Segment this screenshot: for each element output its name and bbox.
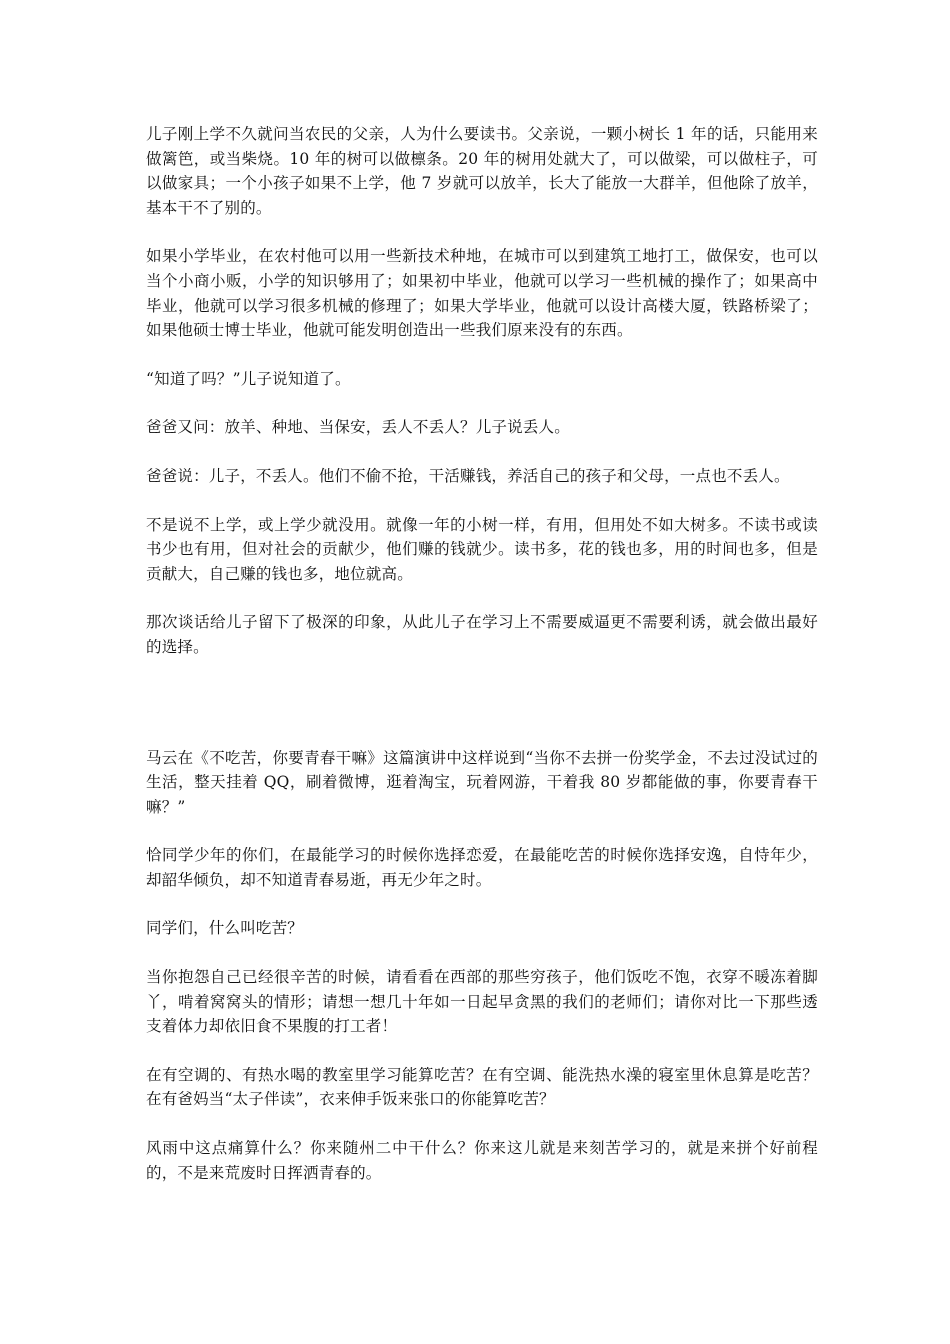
paragraph: 当你抱怨自己已经很辛苦的时候，请看看在西部的那些穷孩子，他们饭吃不饱，衣穿不暖冻着脚丫，啃着窝窝头的情形；请想一想几十年如一日起早贪黑的我们的老师们；请你对比一下那些透支着体力却依旧食不果腹的打工者！ <box>146 968 818 1036</box>
paragraph: 爸爸又问：放羊、种地、当保安，丢人不丢人？儿子说丢人。 <box>146 418 570 437</box>
paragraph: “知道了吗？”儿子说知道了。 <box>146 369 351 388</box>
paragraph: 风雨中这点痛算什么？你来随州二中干什么？你来这儿就是来刻苦学习的，就是来拼个好前程的，不是来荒废时日挥洒青春的。 <box>146 1139 818 1182</box>
paragraph: 在有空调的、有热水喝的教室里学习能算吃苦？在有空调、能洗热水澡的寝室里休息算是吃苦？在有爸妈当“太子伴读”，衣来伸手饭来张口的你能算吃苦？ <box>146 1065 818 1109</box>
paragraph: 恰同学少年的你们，在最能学习的时候你选择恋爱，在最能吃苦的时候你选择安逸，自恃年少，却韶华倾负，却不知道青春易逝，再无少年之时。 <box>146 846 818 889</box>
paragraph: 儿子刚上学不久就问当农民的父亲，人为什么要读书。父亲说，一颗小树长 1 年的话，只能用来做篱笆，或当柴烧。10 年的树可以做檩条。20 年的树用处就大了，可以做梁，可以做柱子，可以做家具；一个小孩子如果不上学，他 7 岁就可以放羊，长大了能放一大群羊，但他除了放羊，基本干不了别的。 <box>146 125 818 217</box>
paragraph: 爸爸说：儿子，不丢人。他们不偷不抢，干活赚钱，养活自己的孩子和父母，一点也不丢人。 <box>146 466 790 485</box>
paragraph: 那次谈话给儿子留下了极深的印象，从此儿子在学习上不需要威逼更不需要利诱，就会做出最好的选择。 <box>146 613 818 656</box>
paragraph: 同学们，什么叫吃苦？ <box>146 919 304 938</box>
paragraph: 如果小学毕业，在农村他可以用一些新技术种地，在城市可以到建筑工地打工，做保安，也可以当个小商小贩，小学的知识够用了；如果初中毕业，他就可以学习一些机械的操作了；如果高中毕业，他就可以学习很多机械的修理了；如果大学毕业，他就可以设计高楼大厦，铁路桥梁了；如果他硕士博士毕业，他就可能发明创造出一些我们原来没有的东西。 <box>146 247 818 340</box>
paragraph: 不是说不上学，或上学少就没用。就像一年的小树一样，有用，但用处不如大树多。不读书或读书少也有用，但对社会的贡献少，他们赚的钱就少。读书多，花的钱也多，用的时间也多，但是贡献大，自己赚的钱也多，地位就高。 <box>146 515 818 583</box>
paragraph: 马云在《不吃苦，你要青春干嘛》这篇演讲中这样说到“当你不去拼一份奖学金，不去过没试过的生活，整天挂着 QQ，刷着微博，逛着淘宝，玩着网游，干着我 80 岁都能做的事，你要青春干嘛？” <box>146 748 818 816</box>
section-gap <box>146 684 818 746</box>
document-body <box>146 122 818 1209</box>
